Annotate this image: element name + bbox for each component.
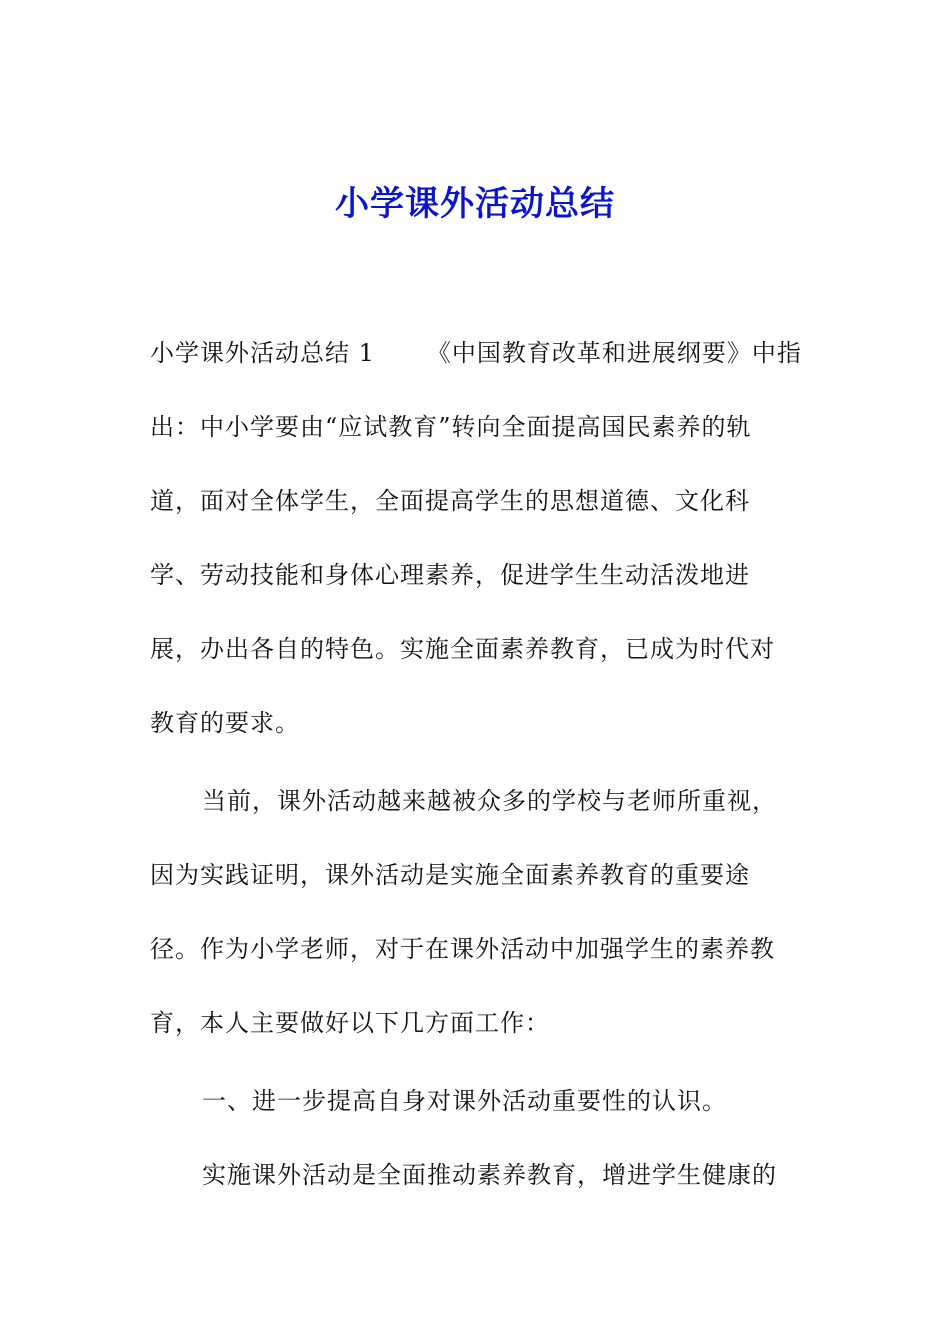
paragraph-line-7: 当前，课外活动越来越被众多的学校与老师所重视， [202,787,777,815]
paragraph-line-3: 道，面对全体学生，全面提高学生的思想道德、文化科 [150,487,750,515]
paragraph-line-1 [150,333,802,373]
line-text: 《中国教育改革和进展纲要》中指 [426,339,802,367]
section-heading-1: 一、进一步提高自身对课外活动重要性的认识。 [202,1087,727,1115]
paragraph-line-5: 展，办出各自的特色。实施全面素养教育，已成为时代对 [150,635,775,663]
paragraph-line-8: 因为实践证明，课外活动是实施全面素养教育的重要途 [150,861,750,889]
paragraph-line-6: 教育的要求。 [150,709,300,737]
paragraph-line-10: 育，本人主要做好以下几方面工作： [150,1009,550,1037]
paragraph-line-12: 实施课外活动是全面推动素养教育，增进学生健康的 [202,1161,777,1189]
paragraph-line-4: 学、劳动技能和身体心理素养，促进学生生动活泼地进 [150,561,750,589]
paragraph-line-9: 径。作为小学老师，对于在课外活动中加强学生的素养教 [150,935,775,963]
document-title: 小学课外活动总结 [335,184,615,224]
section-heading-label: 小学课外活动总结 1 [150,339,375,367]
paragraph-line-2: 出：中小学要由“应试教育”转向全面提高国民素养的轨 [150,413,752,441]
